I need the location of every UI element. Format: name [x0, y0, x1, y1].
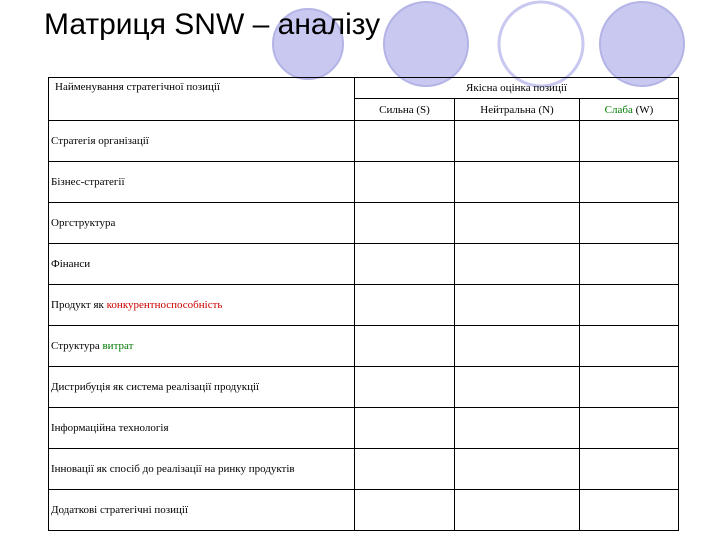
- row-label-cell: [49, 326, 355, 367]
- cell-neutral: [455, 285, 580, 326]
- row-label-cell: [49, 408, 355, 449]
- page-title: Матриця SNW – аналізу: [44, 8, 381, 41]
- cell-neutral: [455, 326, 580, 367]
- cell-neutral: [455, 449, 580, 490]
- row-label-highlight: витрат: [102, 340, 134, 352]
- cell-neutral: [455, 121, 580, 162]
- weak-code: (W): [632, 103, 654, 116]
- table-row: [49, 244, 679, 285]
- row-label: Бізнес-стратегії: [51, 176, 125, 188]
- row-label: Додаткові стратегічні позиції: [51, 504, 188, 516]
- cell-strong: [355, 326, 455, 367]
- cell-strong: [355, 285, 455, 326]
- row-label: Стратегія організації: [51, 135, 149, 147]
- weak-label: Слаба: [604, 103, 633, 116]
- col-header-name: Найменування стратегічної позиції: [49, 78, 355, 121]
- cell-neutral: [455, 203, 580, 244]
- cell-weak: [580, 203, 679, 244]
- col-header-strong: Сильна (S): [355, 99, 455, 121]
- col-header-neutral: Нейтральна (N): [455, 99, 580, 121]
- row-label-highlight: конкурентноспособність: [106, 299, 223, 311]
- cell-strong: [355, 203, 455, 244]
- table-row: [49, 121, 679, 162]
- snw-matrix-table: [48, 77, 679, 531]
- cell-neutral: [455, 367, 580, 408]
- row-label-cell: [49, 285, 355, 326]
- row-label: Інформаційна технологія: [51, 422, 169, 434]
- cell-strong: [355, 490, 455, 531]
- cell-weak: [580, 244, 679, 285]
- cell-strong: [355, 162, 455, 203]
- table-row: [49, 162, 679, 203]
- cell-neutral: [455, 244, 580, 285]
- cell-strong: [355, 244, 455, 285]
- cell-strong: [355, 121, 455, 162]
- cell-weak: [580, 285, 679, 326]
- row-label-cell: [49, 449, 355, 490]
- table-row: [49, 203, 679, 244]
- cell-neutral: [455, 408, 580, 449]
- cell-weak: [580, 121, 679, 162]
- row-label-cell: [49, 162, 355, 203]
- row-label-cell: [49, 490, 355, 531]
- cell-neutral: [455, 162, 580, 203]
- row-label: Інновації як спосіб до реалізації на ринку продуктів: [51, 463, 295, 475]
- header-row-top: [49, 78, 679, 99]
- row-label-cell: [49, 203, 355, 244]
- cell-weak: [580, 408, 679, 449]
- decor-circle: [499, 2, 583, 86]
- cell-strong: [355, 408, 455, 449]
- table-row: [49, 326, 679, 367]
- row-label: Дистрибуція як система реалізації продукції: [51, 381, 260, 393]
- table-row: [49, 285, 679, 326]
- row-label: Продукт як: [51, 299, 107, 311]
- row-label: Оргструктура: [51, 217, 116, 229]
- cell-weak: [580, 326, 679, 367]
- cell-neutral: [455, 490, 580, 531]
- table-row: [49, 449, 679, 490]
- cell-weak: [580, 367, 679, 408]
- decor-circle: [384, 2, 468, 86]
- cell-weak: [580, 449, 679, 490]
- table-row: [49, 367, 679, 408]
- row-label: Структура: [51, 340, 103, 352]
- decor-circle: [600, 2, 684, 86]
- table-row: [49, 408, 679, 449]
- col-header-quality: Якісна оцінка позиції: [355, 78, 679, 99]
- cell-weak: [580, 162, 679, 203]
- col-header-weak: [580, 99, 679, 121]
- table-row: [49, 490, 679, 531]
- row-label-cell: [49, 244, 355, 285]
- row-label-cell: [49, 121, 355, 162]
- cell-strong: [355, 367, 455, 408]
- cell-weak: [580, 490, 679, 531]
- row-label: Фінанси: [51, 258, 91, 270]
- cell-strong: [355, 449, 455, 490]
- row-label-cell: [49, 367, 355, 408]
